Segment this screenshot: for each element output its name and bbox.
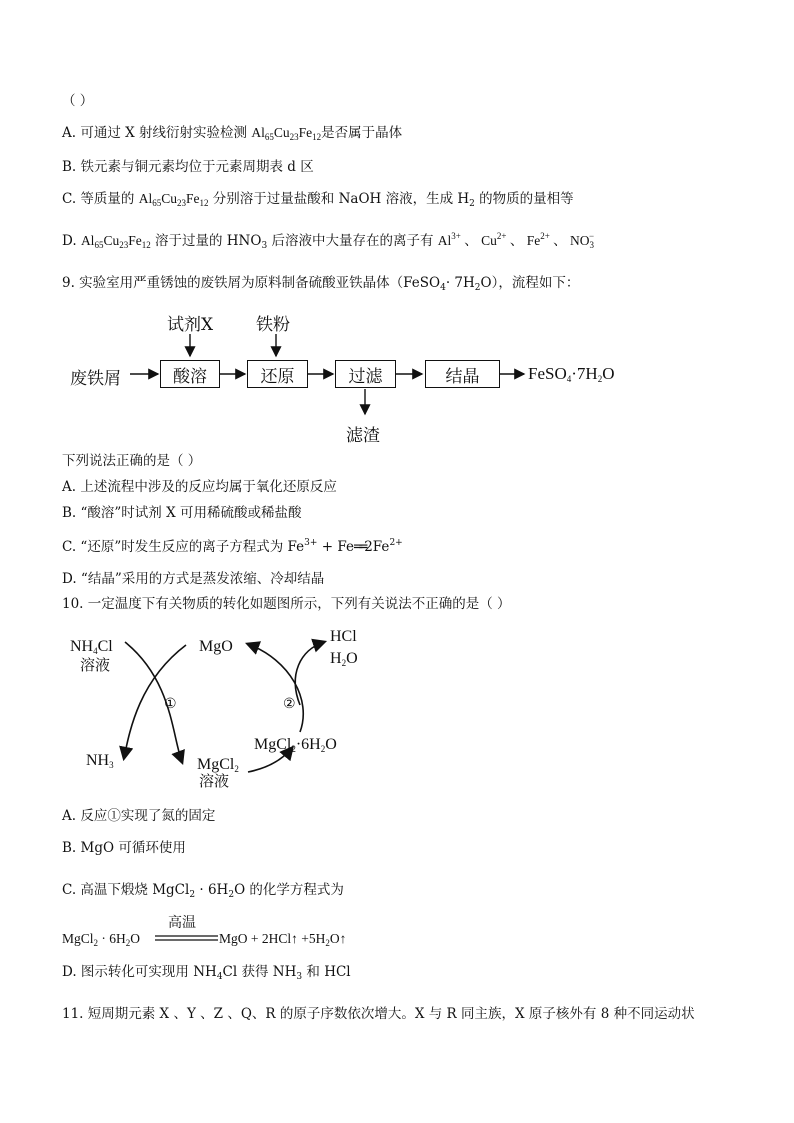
q8-d-alloy: $Al_{65}Cu_{23}Fe_{12}$: [80, 233, 151, 250]
flow-step-acid-dissolve: 酸溶: [160, 360, 220, 388]
q8-d-text-1: D.: [62, 233, 81, 249]
q8-d-ions: $Al^{3+}$ 、 $Cu^{2+}$ 、 $Fe^{2+}$ 、 $NO_3^-$: [437, 231, 595, 250]
q8-c-text-3: 的物质的量相等: [474, 191, 574, 207]
diag-marker-2: ②: [283, 696, 296, 712]
flow-start: 废铁屑: [70, 369, 121, 389]
q10-option-a: A. 反应①实现了氮的固定: [62, 808, 216, 824]
eq-left: MgCl$_2$ · $6H_2O$: [62, 931, 141, 948]
eq-condition: 高温: [168, 915, 196, 931]
q8-d-text-2: 溶于过量的 HNO: [150, 233, 262, 249]
q8-c-text-2: 分别溶于过量盐酸和 NaOH 溶液，生成 H: [208, 191, 470, 207]
diag-solution-2: 溶液: [199, 772, 230, 790]
eq-right: MgO + 2HCl↑ $+5H_2O↑$: [219, 931, 347, 948]
diag-solution-1: 溶液: [80, 656, 111, 674]
diag-h2o: $H_2O$: [330, 650, 358, 668]
q8-answer-bracket: （ ）: [62, 93, 94, 109]
q10-option-d: D. 图示转化可实现用 $NH_4Cl$ 获得 $NH_3$ 和 HCl: [62, 964, 351, 982]
q8-c-text-1: C. 等质量的: [62, 191, 139, 207]
flow-step-crystallization: 结晶: [425, 360, 500, 388]
q8-d-sub: 3: [261, 241, 268, 251]
q8-c-sub: 2: [469, 199, 475, 209]
q9-option-a: A. 上述流程中涉及的反应均属于氧化还原反应: [62, 479, 337, 495]
q8-a-text-1: A. 可通过 X 射线衍射实验检测: [62, 125, 252, 141]
q10-option-c: C. 高温下煅烧 MgCl$_2$ · $6H_2O$ 的化学方程式为: [62, 882, 344, 900]
flow-residue: 滤渣: [346, 426, 380, 446]
q10-stem: 10. 一定温度下有关物质的转化如题图所示，下列有关说法不正确的是（ ）: [62, 596, 511, 612]
flow-step-filtration: 过滤: [335, 360, 396, 388]
diag-nh4cl: $NH_4Cl$: [70, 638, 113, 656]
q8-a-alloy: $Al_{65}Cu_{23}Fe_{12}$: [251, 125, 322, 142]
flow-step-reduction: 还原: [247, 360, 308, 388]
diag-hydrate: $MgCl_2\cdot 6H_2O$: [254, 736, 337, 754]
q10-option-b: B. MgO 可循环使用: [62, 840, 186, 856]
q9-stem: 9. 实验室用严重锈蚀的废铁屑为原料制备硫酸亚铁晶体（FeSO$_4$· $7H_2O$），流程如下：: [62, 275, 580, 293]
q9-option-c: C. “还原”时发生反应的离子方程式为 $Fe^{3+}$ + $Fe══2Fe^{2+}$: [62, 538, 403, 555]
q9-question: 下列说法正确的是（ ）: [62, 453, 202, 469]
flow-reagent-x: 试剂X: [167, 315, 214, 335]
diag-mgo: MgO: [199, 638, 233, 655]
q9-option-b: B. “酸溶”时试剂 X 可用稀硫酸或稀盐酸: [62, 505, 302, 521]
diag-mgcl2: MgCl$_2$: [197, 756, 239, 774]
flow-iron-powder: 铁粉: [256, 315, 290, 335]
diag-hcl: HCl: [330, 628, 357, 645]
q8-d-text-3: 后溶液中大量存在的离子有: [267, 233, 438, 249]
q11-stem: 11. 短周期元素 X 、Y 、Z 、Q、R 的原子序数依次增大。X 与 R 同主族，X 原子核外有 8 种不同运动状: [62, 1006, 695, 1022]
q9-stem-1: 9. 实验室用严重锈蚀的废铁屑为原料制备硫酸亚铁晶体（FeSO: [62, 275, 441, 291]
q8-c-alloy: $Al_{65}Cu_{23}Fe_{12}$: [138, 191, 209, 208]
diag-nh3: $NH_3$: [86, 752, 114, 770]
q9-option-d: D. “结晶”采用的方式是蒸发浓缩、冷却结晶: [62, 571, 325, 587]
q8-option-b: B. 铁元素与铜元素均位于元素周期表 d 区: [62, 159, 314, 175]
q8-a-text-2: 是否属于晶体: [321, 125, 403, 141]
flow-product: $FeSO_4\cdot 7H_2O$: [528, 364, 615, 384]
diag-marker-1: ①: [164, 696, 177, 712]
